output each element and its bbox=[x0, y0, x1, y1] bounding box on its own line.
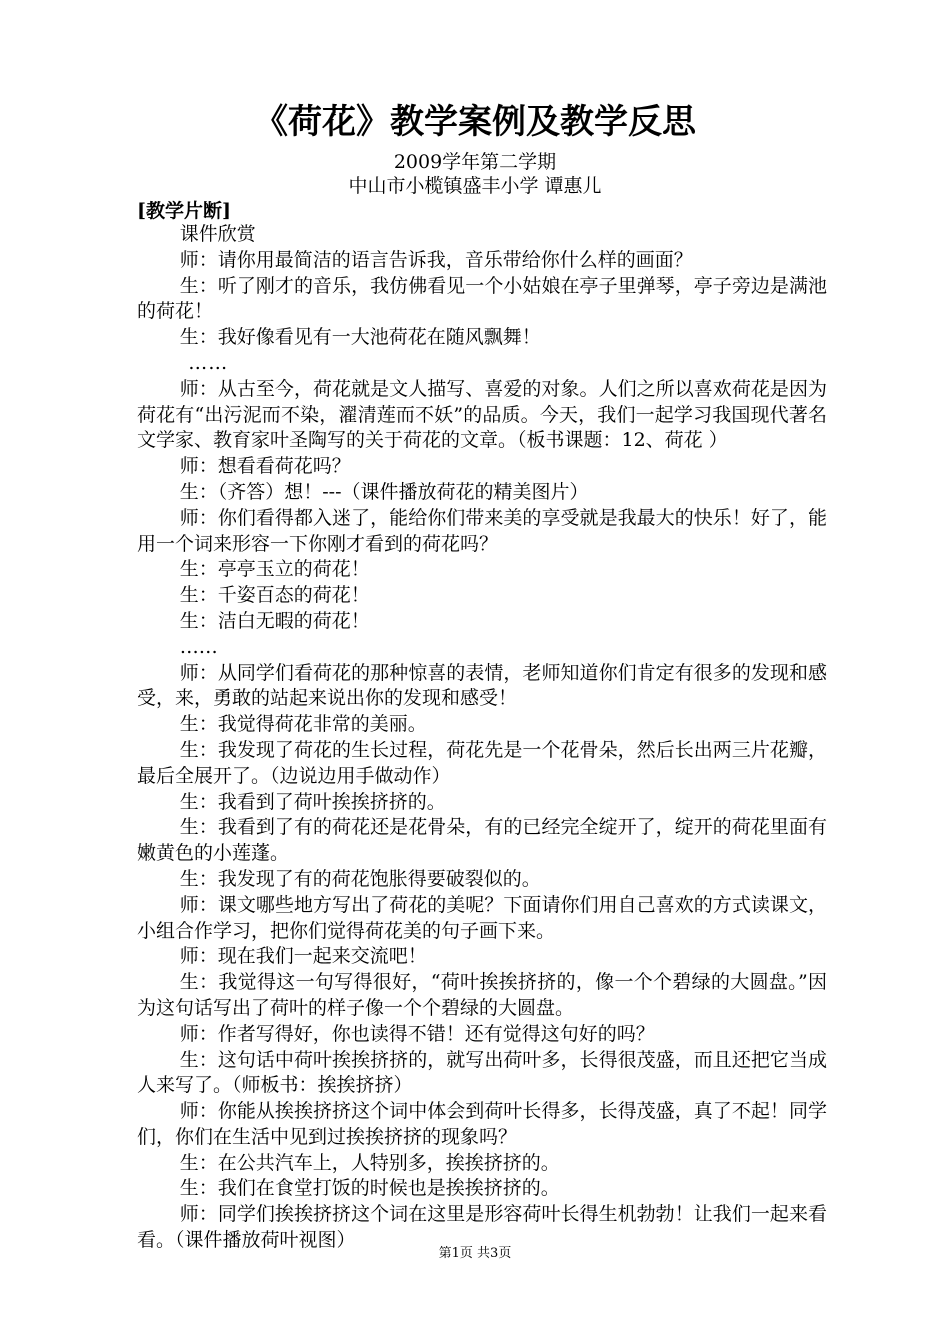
document-body bbox=[137, 222, 827, 1254]
paragraph: 师：想看看荷花吗？ bbox=[179, 455, 351, 478]
term-line: 2009学年第二学期 bbox=[393, 151, 557, 173]
ellipsis: …… bbox=[188, 351, 229, 374]
document-title: 《荷花》教学案例及教学反思 bbox=[254, 102, 696, 142]
paragraph: 生：我们在食堂打饭的时候也是挨挨挤挤的。 bbox=[179, 1177, 560, 1200]
paragraph: 师：你们看得都入迷了，能给你们带来美的享受就是我最大的快乐！好了，能用一个词来形容一下你刚才看到的荷花吗？ bbox=[137, 506, 827, 555]
paragraph: 课件欣赏 bbox=[179, 223, 256, 245]
paragraph: 生：我觉得荷花非常的美丽。 bbox=[179, 713, 427, 736]
paragraph: 师：从古至今，荷花就是文人描写、喜爱的对象。人们之所以喜欢荷花是因为荷花有“出污泥而不染，濯清莲而不妖”的品质。今天，我们一起学习我国现代著名文学家、教育家叶圣陶写的关于荷花的文章。（板书课题：12、荷花 ） bbox=[137, 377, 827, 452]
paragraph: 生：洁白无暇的荷花！ bbox=[179, 609, 370, 632]
paragraph: 师：作者写得好，你也读得不错！还有觉得这句好的吗？ bbox=[179, 1022, 655, 1045]
paragraph: 生：（齐答）想！---（课件播放荷花的精美图片） bbox=[179, 480, 589, 503]
paragraph: 生：我发现了荷花的生长过程，荷花先是一个花骨朵，然后长出两三片花瓣，最后全展开了。（边说边用手做动作） bbox=[137, 738, 827, 787]
paragraph: 生：在公共汽车上，人特别多，挨挨挤挤的。 bbox=[179, 1151, 560, 1174]
paragraph: 生：我看到了荷叶挨挨挤挤的。 bbox=[179, 790, 446, 813]
page-footer: 第1页 共3页 bbox=[438, 1246, 512, 1261]
paragraph: 生：我好像看见有一大池荷花在随风飘舞！ bbox=[179, 326, 541, 349]
paragraph: 生：我发现了有的荷花饱胀得要破裂似的。 bbox=[179, 867, 541, 890]
paragraph: 师：请你用最简洁的语言告诉我，音乐带给你什么样的画面？ bbox=[179, 248, 693, 271]
paragraph: 师：从同学们看荷花的那种惊喜的表情，老师知道你们肯定有很多的发现和感受，来，勇敢的站起来说出你的发现和感受！ bbox=[137, 661, 827, 710]
paragraph: 师：你能从挨挨挤挤这个词中体会到荷叶长得多，长得茂盛，真了不起！同学们，你们在生活中见到过挨挨挤挤的现象吗？ bbox=[137, 1100, 827, 1148]
paragraph: 师：同学们挨挨挤挤这个词在这里是形容荷叶长得生机勃勃！让我们一起来看看。（课件播放荷叶视图） bbox=[137, 1203, 827, 1252]
school-author-line: 中山市小榄镇盛丰小学 谭惠儿 bbox=[348, 175, 602, 197]
paragraph: 生：这句话中荷叶挨挨挤挤的，就写出荷叶多，长得很茂盛，而且还把它当成人来写了。（师板书：挨挨挤挤） bbox=[137, 1048, 827, 1097]
paragraph: 生：亭亭玉立的荷花！ bbox=[179, 558, 370, 581]
paragraph: 生：我看到了有的荷花还是花骨朵，有的已经完全绽开了，绽开的荷花里面有嫩黄色的小莲蓬。 bbox=[137, 816, 827, 865]
paragraph: 生：听了刚才的音乐，我仿佛看见一个小姑娘在亭子里弹琴，亭子旁边是满池的荷花！ bbox=[137, 274, 827, 323]
section-heading: [教学片断] bbox=[137, 200, 231, 222]
paragraph: 生：我觉得这一句写得很好，“荷叶挨挨挤挤的，像一个个碧绿的大圆盘。”因为这句话写出了荷叶的样子像一个个碧绿的大圆盘。 bbox=[137, 971, 827, 1019]
paragraph: 师：现在我们一起来交流吧！ bbox=[179, 945, 427, 968]
paragraph: 师：课文哪些地方写出了荷花的美呢？下面请你们用自己喜欢的方式读课文，小组合作学习，把你们觉得荷花美的句子画下来。 bbox=[137, 893, 827, 942]
ellipsis: …… bbox=[179, 635, 218, 658]
paragraph: 生：千姿百态的荷花！ bbox=[179, 584, 370, 607]
